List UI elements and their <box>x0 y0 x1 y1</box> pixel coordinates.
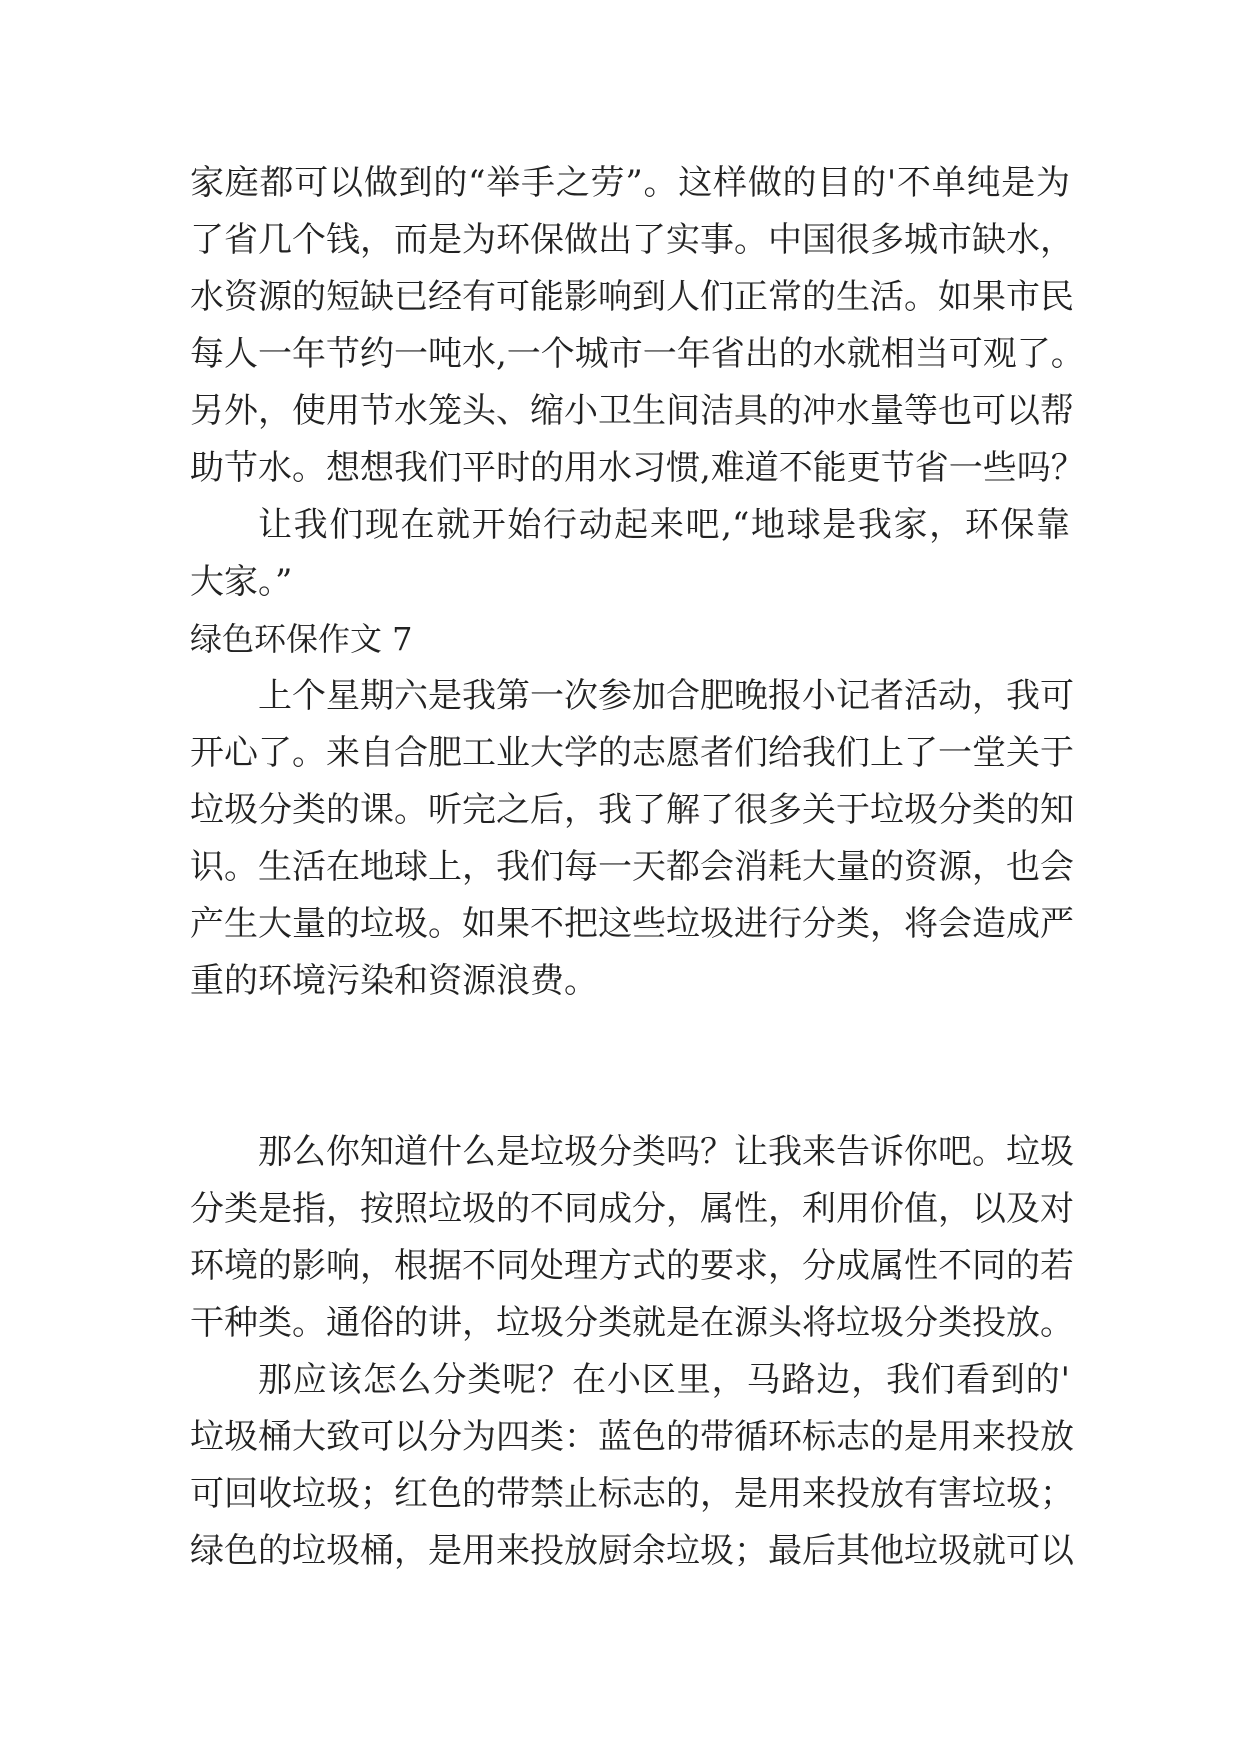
document-body <box>190 155 1085 1580</box>
text-line: 产生大量的垃圾。如果不把这些垃圾进行分类，将会造成严 <box>190 904 1074 944</box>
paragraph-first-line: 那么你知道什么是垃圾分类吗？让我来告诉你吧。垃圾 <box>258 1132 1074 1172</box>
text-line: 开心了。来自合肥工业大学的志愿者们给我们上了一堂关于 <box>190 733 1074 773</box>
text-line: 绿色的垃圾桶，是用来投放厨余垃圾；最后其他垃圾就可以 <box>190 1531 1074 1571</box>
text-line: 每人一年节约一吨水,一个城市一年省出的水就相当可观了。 <box>190 334 1085 374</box>
text-line: 垃圾分类的课。听完之后，我了解了很多关于垃圾分类的知 <box>190 790 1074 830</box>
text-line: 重的环境污染和资源浪费。 <box>190 961 598 1001</box>
text-line: 另外，使用节水笼头、缩小卫生间洁具的冲水量等也可以帮 <box>190 391 1074 431</box>
text-line: 助节水。想想我们平时的用水习惯,难道不能更节省一些吗？ <box>190 448 1085 488</box>
text-line: 可回收垃圾；红色的带禁止标志的，是用来投放有害垃圾； <box>190 1474 1074 1514</box>
paragraph-first-line: 上个星期六是我第一次参加合肥晚报小记者活动，我可 <box>258 676 1074 716</box>
text-line: 环境的影响，根据不同处理方式的要求，分成属性不同的若 <box>190 1246 1074 1286</box>
text-line: 了省几个钱，而是为环保做出了实事。中国很多城市缺水， <box>190 220 1074 260</box>
text-line: 水资源的短缺已经有可能影响到人们正常的生活。如果市民 <box>190 277 1074 317</box>
paragraph-first-line: 让我们现在就开始行动起来吧,“地球是我家，环保靠 <box>258 505 1070 545</box>
text-line: 干种类。通俗的讲，垃圾分类就是在源头将垃圾分类投放。 <box>190 1303 1074 1343</box>
text-line: 分类是指，按照垃圾的不同成分，属性，利用价值，以及对 <box>190 1189 1074 1229</box>
text-line: 家庭都可以做到的“举手之劳”。这样做的目的'不单纯是为 <box>190 163 1070 203</box>
text-line: 识。生活在地球上，我们每一天都会消耗大量的资源，也会 <box>190 847 1074 887</box>
section-heading: 绿色环保作文 7 <box>190 620 413 658</box>
paragraph-first-line: 那应该怎么分类呢？在小区里，马路边，我们看到的' <box>258 1360 1070 1400</box>
text-line: 大家。” <box>190 562 293 602</box>
text-line: 垃圾桶大致可以分为四类：蓝色的带循环标志的是用来投放 <box>190 1417 1074 1457</box>
paragraph-gap <box>190 1010 1070 1124</box>
